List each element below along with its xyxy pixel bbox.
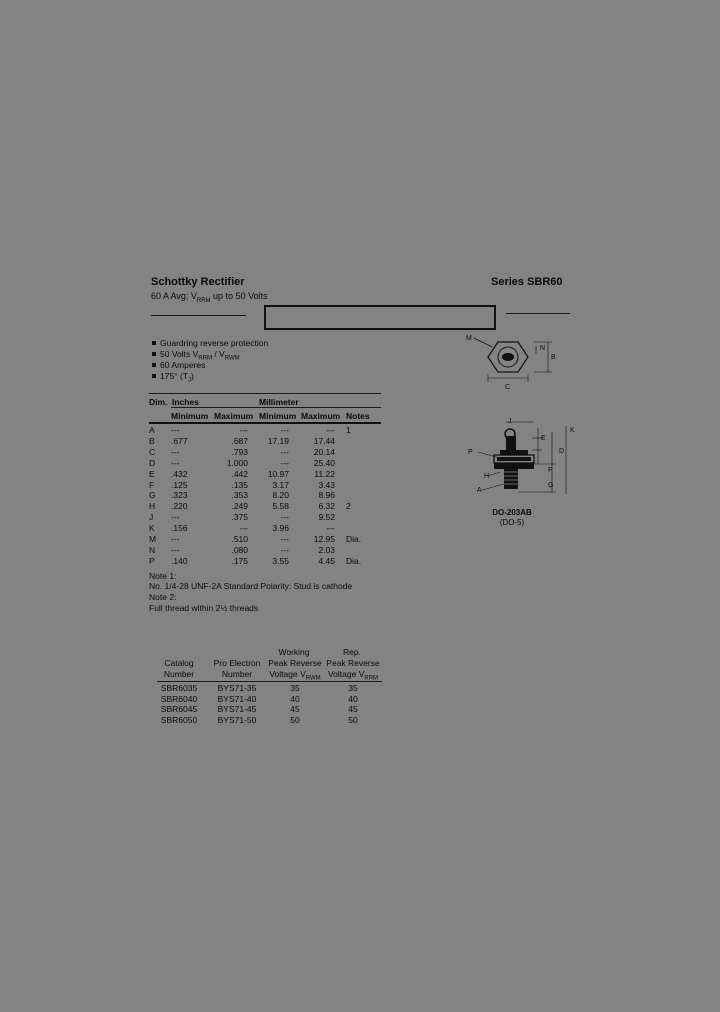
catalog-cell: BYS71-35 [217, 683, 257, 693]
label-d: D [559, 448, 565, 455]
dim-cell: --- [280, 425, 289, 435]
label-e: E [541, 435, 546, 442]
dim-cell: .510 [231, 534, 248, 544]
bullet-icon [152, 374, 156, 378]
feature-item: 175° $(T_J)$ [160, 371, 194, 384]
package-top-view-drawing [462, 332, 580, 394]
rule-left [151, 315, 246, 316]
dim-row-label: C [149, 446, 156, 457]
dim-cell: 2 [346, 501, 351, 512]
dim-cell: .375 [231, 512, 248, 523]
dim-cell: Dia. [346, 534, 362, 544]
head-peak-working: Peak Reverse [268, 658, 322, 668]
label-k: K [570, 427, 575, 434]
dim-cell: --- [171, 512, 180, 523]
label-h: H [484, 473, 490, 480]
dim-cell: 3.43 [318, 479, 335, 490]
note2-label: Note 2: [149, 592, 177, 602]
dim-cell: --- [280, 512, 289, 523]
dim-row-label: B [149, 435, 155, 446]
dim-cell: 2.03 [318, 544, 335, 555]
dim-row-label: G [149, 490, 156, 501]
head-pro-number: Number [221, 669, 253, 679]
dim-row-label: H [149, 501, 156, 512]
dim-cell: 5.58 [272, 501, 289, 512]
note1-text: No. 1/4-28 UNF-2A Standard Polarity: Stud is cathode [149, 581, 353, 591]
dim-cell: --- [171, 544, 180, 555]
dim-row-label: K [149, 523, 155, 534]
header-band [264, 305, 496, 330]
col-header: Maximum [214, 411, 254, 421]
dim-cell: .175 [231, 555, 248, 566]
dim-row-label: P [149, 555, 155, 566]
dim-cell: 20.14 [313, 446, 335, 457]
dim-cell: .687 [231, 435, 248, 446]
label-n: N [540, 345, 546, 352]
dim-row-label: A [149, 425, 155, 435]
catalog-cell: BYS71-50 [217, 714, 257, 725]
col-header: Notes [346, 411, 370, 421]
dim-cell: --- [326, 523, 335, 534]
dim-cell: 8.96 [318, 490, 335, 501]
dim-row-label: J [149, 512, 154, 523]
catalog-cell: 40 [348, 693, 358, 704]
dim-cell: .677 [171, 435, 188, 446]
label-g: G [548, 482, 554, 489]
dim-cell: 8.20 [272, 490, 289, 501]
dim-cell: 9.52 [318, 512, 335, 523]
dim-cell: .323 [171, 490, 188, 501]
dim-cell: 4.45 [318, 555, 335, 566]
dim-cell: --- [171, 457, 180, 468]
col-header: Minimum [259, 411, 297, 421]
label-j: J [508, 418, 512, 425]
dim-cell: 12.95 [313, 534, 335, 544]
dim-cell: --- [326, 425, 335, 435]
note1-label: Note 1: [149, 571, 177, 581]
dim-cell: --- [239, 523, 248, 534]
dim-cell: 3.96 [272, 523, 289, 534]
dim-cell: --- [239, 425, 248, 435]
table-rule [149, 422, 381, 424]
dim-cell: --- [280, 457, 289, 468]
feature-item: Guardring reverse protection [160, 338, 269, 348]
bullet-icon [152, 341, 156, 345]
catalog-cell: 35 [348, 683, 358, 693]
head-volt-rrm: Voltage $V_{RRM}$ [327, 669, 379, 682]
catalog-number-cell: SBR6040 [160, 693, 198, 704]
dim-row-label: F [149, 479, 155, 490]
dim-row-label: N [149, 544, 156, 555]
dim-cell: 10.97 [267, 468, 289, 479]
dim-cell: 6.32 [318, 501, 335, 512]
catalog-number-cell: SBR6035 [160, 683, 198, 693]
dim-row-label: E [149, 468, 155, 479]
head-working: Working [278, 647, 310, 657]
table-rule [171, 407, 381, 408]
dim-cell: .135 [231, 479, 248, 490]
dim-cell: 3.17 [272, 479, 289, 490]
col-header: Maximum [301, 411, 341, 421]
dim-row-label: M [149, 534, 157, 544]
label-c: C [505, 384, 511, 391]
label-f: F [548, 467, 553, 474]
dim-cell: 11.22 [314, 468, 335, 479]
dim-cell: --- [171, 425, 180, 435]
label-m: M [466, 335, 472, 342]
dim-cell: .353 [231, 490, 248, 501]
col-millimeter: Millimeter [259, 397, 299, 407]
package-alt-name: (DO-5) [499, 518, 525, 527]
dim-cell: .156 [171, 523, 188, 534]
catalog-cell: BYS71-45 [217, 704, 257, 714]
catalog-cell: 50 [290, 714, 300, 725]
feature-item: 60 Amperes [160, 360, 206, 370]
dim-cell: --- [171, 534, 180, 544]
col-header: Minimum [171, 411, 209, 421]
head-pro: Pro Electron [213, 658, 261, 668]
table-rule [149, 393, 381, 394]
label-b: B [551, 354, 556, 361]
note2-text: Full thread within 2½ threads [149, 603, 259, 613]
dim-cell: --- [280, 544, 289, 555]
head-peak-rep: Peak Reverse [326, 658, 380, 668]
dim-cell: .125 [171, 479, 188, 490]
head-volt-rwm: Voltage $V_{RWM}$ [269, 669, 321, 682]
bullet-icon [152, 352, 156, 356]
dim-cell: 17.19 [267, 435, 289, 446]
dim-cell: 1 [346, 425, 351, 435]
dim-cell: .080 [231, 544, 248, 555]
package-name: DO-203AB [492, 508, 532, 517]
bullet-icon [152, 363, 156, 367]
head-rep: Rep. [343, 647, 361, 657]
catalog-cell: BYS71-40 [217, 693, 257, 704]
catalog-number-cell: SBR6050 [160, 714, 198, 725]
dim-cell: 1.000 [226, 457, 248, 468]
feature-item: 50 Volts $V_{RRM} / V_{RWM}$ [160, 349, 240, 362]
subtitle: 60 A Avg; $V_{RRM}$ up to 50 Volts [151, 291, 268, 304]
dim-row-label: D [149, 457, 156, 468]
dim-cell: .140 [171, 555, 188, 566]
dim-cell: --- [280, 534, 289, 544]
dim-cell: .793 [231, 446, 248, 457]
dim-cell: .432 [171, 468, 188, 479]
catalog-cell: 45 [290, 704, 300, 714]
label-a: A [477, 487, 482, 494]
head-catalog-number: Number [163, 669, 195, 679]
dim-cell: .220 [171, 501, 188, 512]
dim-cell: 3.55 [272, 555, 289, 566]
page-title: Schottky Rectifier [151, 276, 245, 288]
catalog-cell: 50 [348, 714, 358, 725]
head-catalog: Catalog [164, 658, 194, 668]
dim-cell: .249 [231, 501, 248, 512]
col-inches: Inches [172, 397, 199, 407]
catalog-cell: 45 [348, 704, 358, 714]
series-title: Series SBR60 [491, 276, 563, 288]
rule-right [506, 313, 570, 314]
table-rule [157, 681, 382, 682]
dim-cell: --- [171, 446, 180, 457]
dim-cell: 25.40 [313, 457, 335, 468]
package-side-view-drawing [470, 414, 580, 506]
dim-cell: Dia. [346, 555, 362, 566]
catalog-cell: 40 [290, 693, 300, 704]
dim-cell: .442 [231, 468, 248, 479]
col-dim: Dim. [149, 397, 168, 407]
catalog-number-cell: SBR6045 [160, 704, 198, 714]
label-p: P [468, 449, 473, 456]
dim-cell: 17.44 [313, 435, 335, 446]
dim-cell: --- [280, 446, 289, 457]
catalog-cell: 35 [290, 683, 300, 693]
